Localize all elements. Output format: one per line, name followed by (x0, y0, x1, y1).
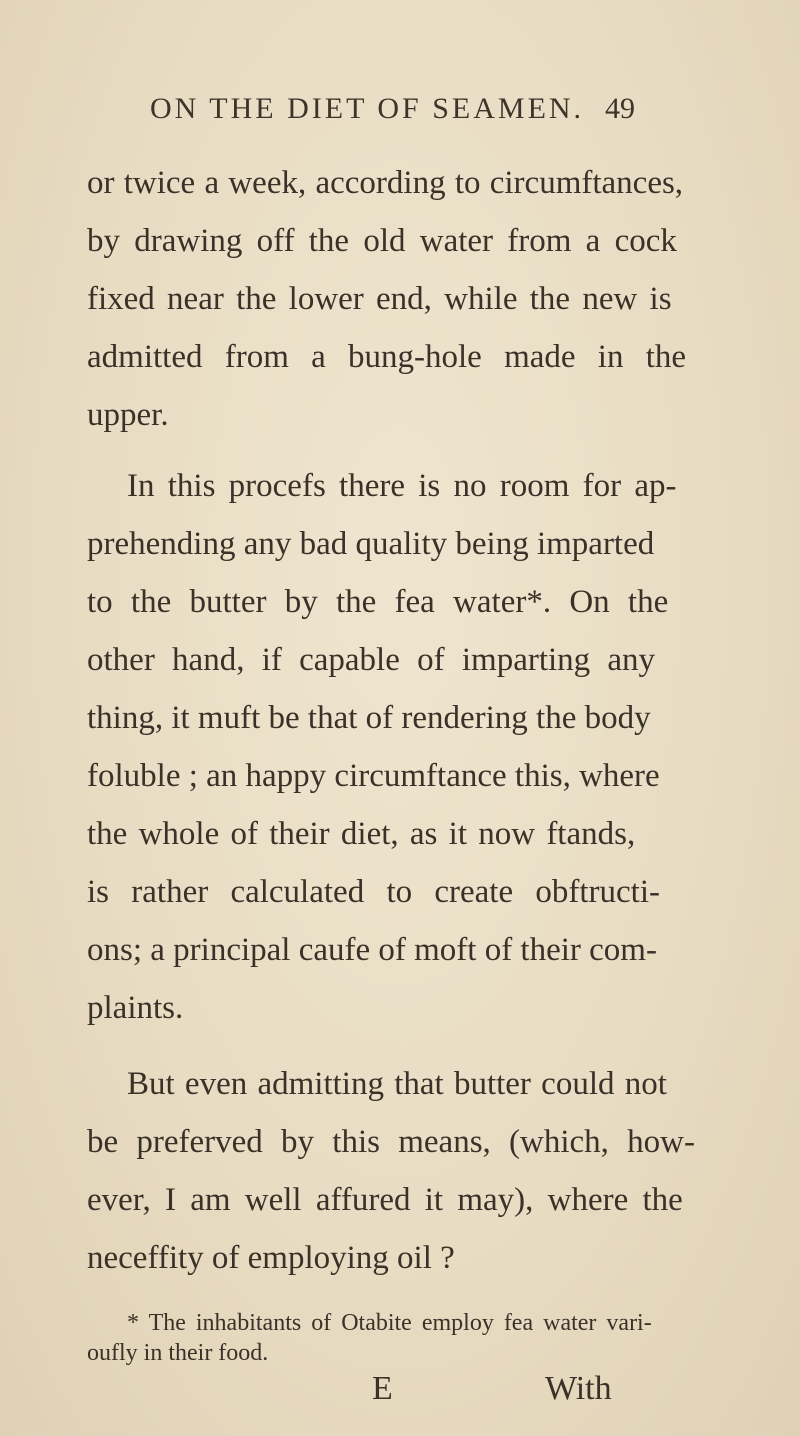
text-line: foluble ; an happy circumftance this, where (87, 758, 660, 794)
text-line: upper. (87, 397, 169, 433)
text-line: the whole of their diet, as it now ftands, (87, 816, 636, 852)
text-line: other hand, if capable of imparting any (87, 642, 656, 678)
text-line: is rather calculated to create obftructi- (87, 874, 660, 910)
text-line: fixed near the lower end, while the new is (87, 281, 672, 317)
catchword: With (545, 1370, 612, 1407)
text-line: plaints. (87, 990, 184, 1026)
text-line: neceffity of employing oil ? (87, 1240, 455, 1276)
text-line: be preferved by this means, (which, how- (87, 1124, 695, 1160)
text-line: ever, I am well affured it may), where the (87, 1182, 683, 1218)
running-title: ON THE DIET OF SEAMEN. (150, 92, 585, 125)
text-line: by drawing off the old water from a cock (87, 223, 677, 259)
text-line: ons; a principal caufe of moft of their com- (87, 932, 657, 968)
footnote-line: * The inhabitants of Otabite employ fea water vari- (127, 1310, 652, 1336)
text-line: thing, it muft be that of rendering the body (87, 700, 651, 736)
signature-mark: E (372, 1370, 393, 1407)
text-line: In this procefs there is no room for ap- (127, 468, 677, 504)
text-line: admitted from a bung-hole made in the (87, 339, 687, 375)
text-line: But even admitting that butter could not (127, 1066, 667, 1102)
text-line: or twice a week, according to circumftances, (87, 165, 684, 201)
text-line: to the butter by the fea water*. On the (87, 584, 669, 620)
footnote-line: oufly in their food. (87, 1340, 269, 1366)
text-line: prehending any bad quality being imparted (87, 526, 655, 562)
running-header (150, 92, 710, 126)
page-number: 49 (605, 92, 635, 125)
